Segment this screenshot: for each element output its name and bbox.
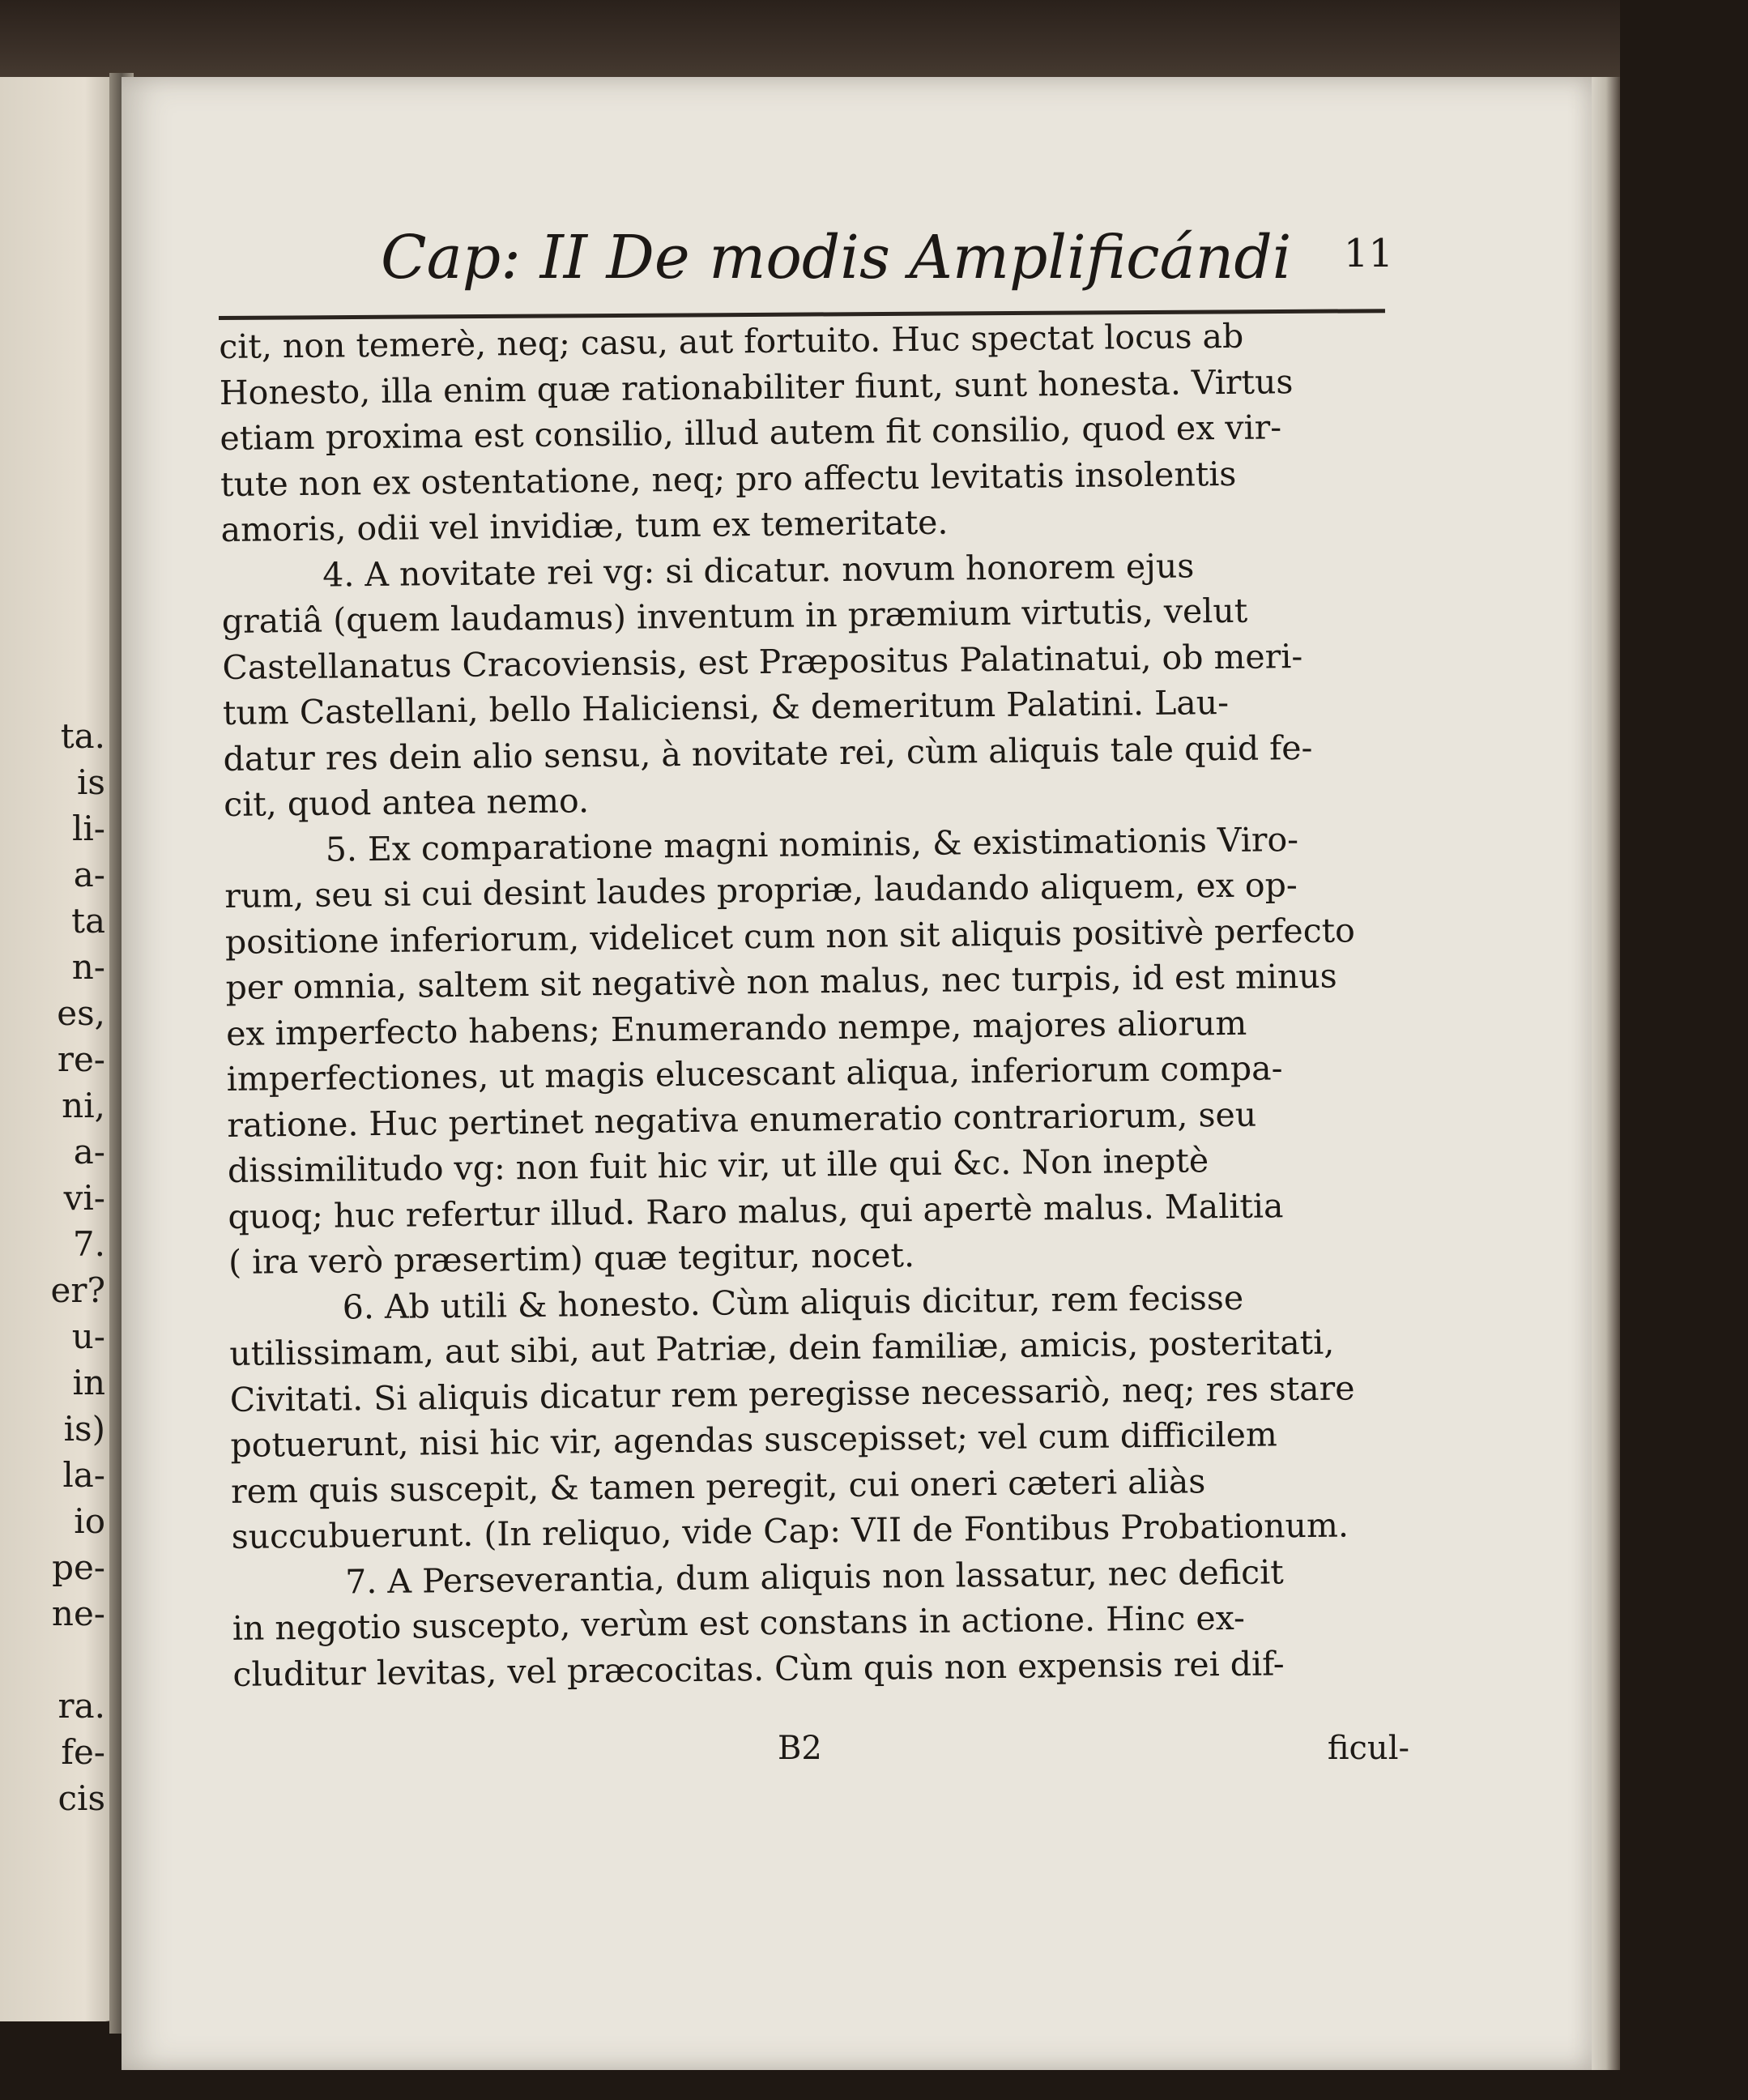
text-line: in negotio suscepto, verùm est constans in actione. Hinc ex- — [232, 1598, 1246, 1648]
text-line: potuerunt, nisi hic vir, agendas suscepisset; vel cum difficilem — [230, 1415, 1278, 1465]
text-line: succubuerunt. (In reliquo, vide Cap: VII de Fontibus Probationum. — [231, 1505, 1349, 1556]
text-line: ( ira verò præsertim) quæ tegitur, nocet. — [228, 1236, 915, 1282]
text-line: tum Castellani, bello Haliciensi, & demeritum Palatini. Lau- — [222, 682, 1230, 732]
text-line: Honesto, illa enim quæ rationabiliter fiunt, sunt honesta. Virtus — [219, 361, 1294, 412]
page-body-text — [219, 312, 1424, 1697]
running-header — [381, 223, 1393, 312]
text-line: amoris, odii vel invidiæ, tum ex temeritate. — [220, 502, 949, 549]
text-line: imperfectiones, ut magis elucescant aliqua, inferiorum compa- — [226, 1048, 1283, 1099]
signature-mark: B2 — [778, 1730, 822, 1767]
text-line: tute non ex ostentatione, neq; pro affectu levitatis insolentis — [220, 454, 1237, 504]
text-line: Civitati. Si aliquis dicatur rem peregisse necessariò, neq; res stare — [229, 1368, 1355, 1419]
text-line: rum, seu si cui desint laudes propriæ, laudando aliquem, ex op- — [224, 865, 1298, 916]
page-footer — [219, 1730, 1409, 1786]
text-line: gratiâ (quem laudamus) inventum in præmium virtutis, velut — [221, 591, 1248, 641]
text-line: 6. Ab utili & honesto. Cùm aliquis dicitur, rem fecisse — [342, 1278, 1244, 1326]
text-line: Castellanatus Cracoviensis, est Præpositus Palatinatui, ob meri- — [222, 636, 1303, 687]
text-line: ex imperfecto habens; Enumerando nempe, majores aliorum — [225, 1003, 1247, 1053]
text-line: cit, non temerè, neq; casu, aut fortuito. Huc spectat locus ab — [219, 316, 1244, 366]
left-page-margin-fragments: ta. is li- a- ta n- es, re- ni, a- vi- 7. er? u- in is) la- io pe- ne- ra. fe- cis — [50, 716, 105, 1818]
text-line: rem quis suscepit, & tamen peregit, cui oneri cæteri aliàs — [230, 1461, 1206, 1511]
text-line: etiam proxima est consilio, illud autem fit consilio, quod ex vir- — [220, 408, 1282, 458]
text-line: 4. A novitate rei vg: si dicatur. novum honorem ejus — [322, 545, 1195, 595]
page-number: 11 — [1343, 231, 1393, 276]
text-line: utilissimam, aut sibi, aut Patriæ, dein familiæ, amicis, posteritati, — [229, 1322, 1335, 1373]
book-cover-top-edge — [0, 0, 1620, 89]
text-line: quoq; huc refertur illud. Raro malus, qui apertè malus. Malitia — [228, 1185, 1284, 1236]
text-line: positione inferiorum, videlicet cum non sit aliquis positivè perfecto — [224, 910, 1356, 962]
text-line: per omnia, saltem sit negativè non malus, nec turpis, id est minus — [225, 956, 1337, 1007]
text-line: cit, quod antea nemo. — [223, 781, 590, 824]
text-line: ratione. Huc pertinet negativa enumeratio contrariorum, seu — [227, 1095, 1257, 1145]
running-title: Cap: II De modis Amplificándi — [381, 223, 1292, 292]
catchword: ficul- — [1327, 1730, 1409, 1767]
text-line: 7. A Perseverantia, dum aliquis non lassatur, nec deficit — [345, 1552, 1284, 1601]
text-line: datur res dein alio sensu, à novitate rei, cùm aliquis tale quid fe- — [223, 728, 1313, 779]
text-line: cluditur levitas, vel præcocitas. Cùm quis non expensis rei dif- — [232, 1643, 1285, 1694]
right-page-edge — [1592, 77, 1620, 2070]
text-line: 5. Ex comparatione magni nominis, & existimationis Viro- — [325, 819, 1299, 869]
text-line: dissimilitudo vg: non fuit hic vir, ut ille qui &c. Non ineptè — [227, 1141, 1209, 1190]
